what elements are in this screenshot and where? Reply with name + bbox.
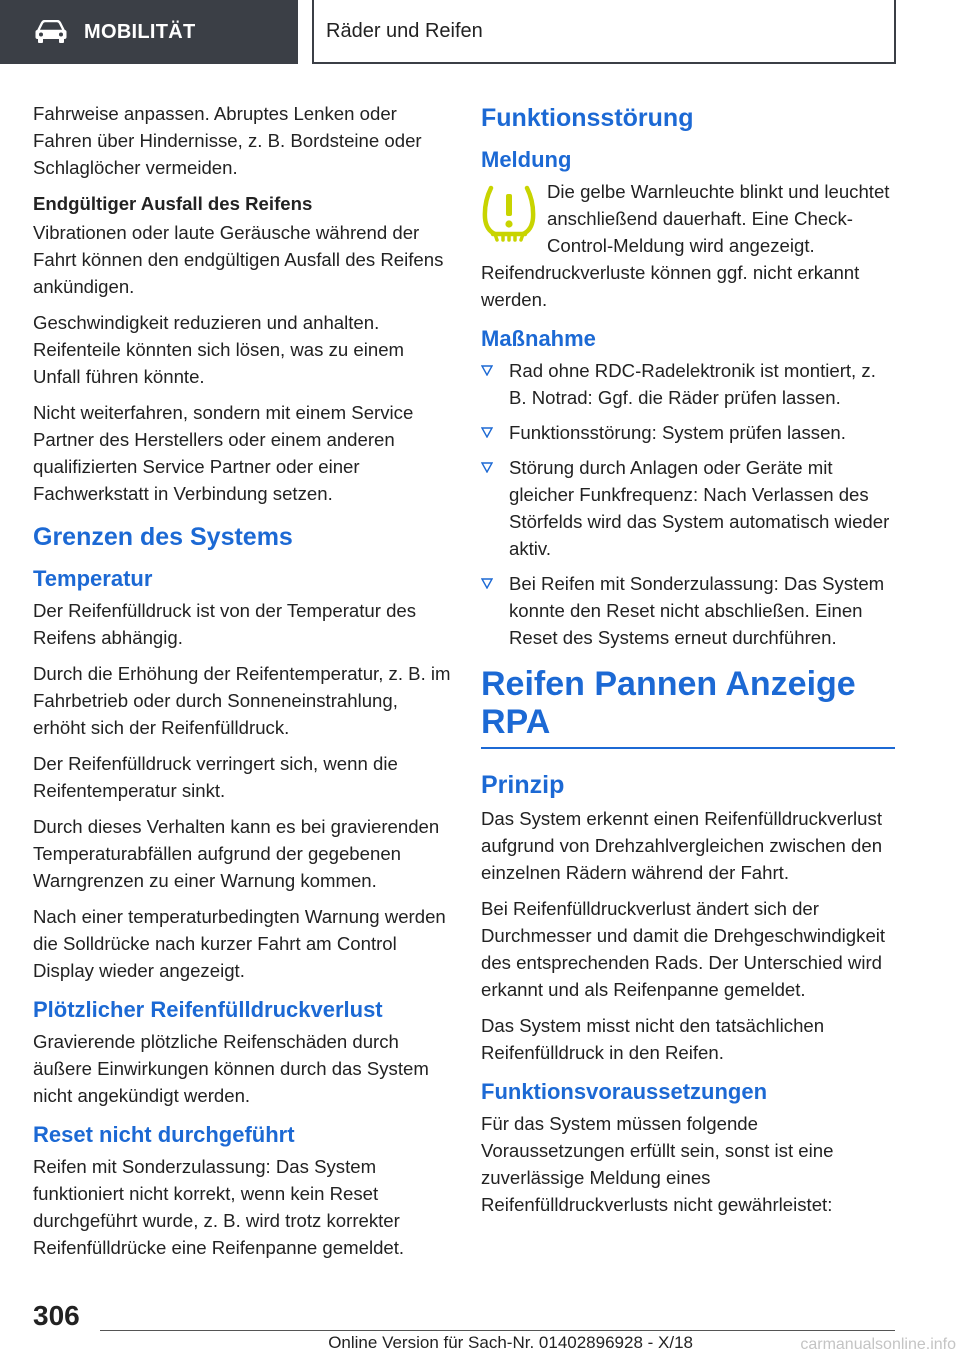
page-number: 306 xyxy=(33,1300,80,1331)
right-column xyxy=(481,100,895,1227)
heading-prinzip: Prinzip xyxy=(481,771,565,799)
section-header xyxy=(0,0,298,64)
list-item xyxy=(481,454,895,562)
paragraph: Der Reifenfülldruck ist von der Temperatur des Reifens abhängig. xyxy=(33,600,417,648)
heading-funktionsvoraussetzungen: Funktionsvoraussetzungen xyxy=(481,1079,768,1104)
measure-list xyxy=(481,357,895,651)
paragraph: Durch die Erhöhung der Reifentemperatur, z. B. im Fahrbetrieb oder durch Sonneneinstrahlung, erhöht sich der Reifenfülldruck. xyxy=(33,663,451,738)
triangle-bullet-icon xyxy=(481,462,493,473)
paragraph: Das System erkennt einen Reifenfülldruckverlust aufgrund von Drehzahlvergleichen zwischen den einzelnen Rädern während der Fahrt. xyxy=(481,808,883,883)
list-item-text: Funktionsstörung: System prüfen lassen. xyxy=(509,422,846,443)
watermark: carmanualsonline.info xyxy=(800,1336,956,1353)
tire-pressure-warning-icon xyxy=(481,184,537,242)
paragraph: Vibrationen oder laute Geräusche während der Fahrt können den endgültigen Ausfall des Reifens ankündigen. xyxy=(33,222,444,297)
paragraph: Für das System müssen folgende Voraussetzungen erfüllt sein, sonst ist eine zuverlässige Meldung eines Reifenfülldruckverlusts nicht gewährleistet: xyxy=(481,1113,834,1215)
heading-massnahme: Maßnahme xyxy=(481,326,596,351)
triangle-bullet-icon xyxy=(481,365,493,376)
list-item-text: Rad ohne RDC-Radelektronik ist montiert, z. B. Notrad: Ggf. die Räder prüfen lassen. xyxy=(509,360,876,408)
triangle-bullet-icon xyxy=(481,578,493,589)
list-item xyxy=(481,419,895,446)
paragraph: Fahrweise anpassen. Abruptes Lenken oder Fahren über Hindernisse, z. B. Bordsteine oder Schlaglöcher vermeiden. xyxy=(33,103,422,178)
online-version-text: Online Version für Sach-Nr. 01402896928 - X/18 xyxy=(328,1333,693,1352)
warning-text: Die gelbe Warnleuchte blinkt und leuchtet anschließend dauerhaft. Eine Check-Control-Meldung wird angezeigt. Reifendruckverluste können ggf. nicht erkannt werden. xyxy=(481,181,890,310)
paragraph: Nicht weiterfahren, sondern mit einem Service Partner des Herstellers oder einem anderen qualifizierten Service Partner oder einer Fachwerkstatt in Verbindung setzen. xyxy=(33,402,414,504)
list-item xyxy=(481,357,895,411)
paragraph: Der Reifenfülldruck verringert sich, wenn die Reifentemperatur sinkt. xyxy=(33,753,398,801)
paragraph: Nach einer temperaturbedingten Warnung werden die Solldrücke nach kurzer Fahrt am Control Display wieder angezeigt. xyxy=(33,906,446,981)
footer-rule xyxy=(100,1330,895,1331)
section-title: MOBILITÄT xyxy=(84,20,196,43)
paragraph: Gravierende plötzliche Reifenschäden durch äußere Einwirkungen können durch das System nicht angekündigt werden. xyxy=(33,1031,429,1106)
heading-meldung: Meldung xyxy=(481,147,572,172)
paragraph: Reifen mit Sonderzulassung: Das System funktioniert nicht korrekt, wenn kein Reset durchgeführt wurde, z. B. wird trotz korrekter Reifenfülldrücke eine Reifenpanne gemeldet. xyxy=(33,1156,405,1258)
paragraph: Durch dieses Verhalten kann es bei gravierenden Temperaturabfällen aufgrund der gegebenen Warngrenzen zu einer Warnung kommen. xyxy=(33,816,440,891)
subheading-ausfall: Endgültiger Ausfall des Reifens xyxy=(33,193,313,214)
list-item xyxy=(481,570,895,651)
heading-funktionsstoerung: Funktionsstörung xyxy=(481,104,694,132)
warning-message xyxy=(481,178,895,313)
chapter-header xyxy=(312,0,896,64)
paragraph: Geschwindigkeit reduzieren und anhalten. Reifenteile könnten sich lösen, was zu einem Unfall führen könnte. xyxy=(33,312,405,387)
car-icon xyxy=(34,20,68,44)
list-item-text: Bei Reifen mit Sonderzulassung: Das System konnte den Reset nicht abschließen. Einen Reset des Systems erneut durchführen. xyxy=(509,573,885,648)
heading-rpa: Reifen Pannen Anzeige RPA xyxy=(481,665,895,749)
chapter-title: Räder und Reifen xyxy=(326,19,483,42)
heading-ploetzlich: Plötzlicher Reifenfülldruckverlust xyxy=(33,997,383,1022)
heading-temperatur: Temperatur xyxy=(33,566,153,591)
paragraph: Das System misst nicht den tatsächlichen Reifenfülldruck in den Reifen. xyxy=(481,1015,825,1063)
list-item-text: Störung durch Anlagen oder Geräte mit gleicher Funkfrequenz: Nach Verlassen des Störfelds wird das System automatisch wieder aktiv. xyxy=(509,457,890,559)
paragraph: Bei Reifenfülldruckverlust ändert sich der Durchmesser und damit die Drehgeschwindigkeit des entsprechenden Rads. Der Unterschied wird erkannt und als Reifenpanne gemeldet. xyxy=(481,898,886,1000)
triangle-bullet-icon xyxy=(481,427,493,438)
heading-grenzen: Grenzen des Systems xyxy=(33,523,293,551)
heading-reset: Reset nicht durchgeführt xyxy=(33,1122,295,1147)
left-column xyxy=(33,100,451,1270)
